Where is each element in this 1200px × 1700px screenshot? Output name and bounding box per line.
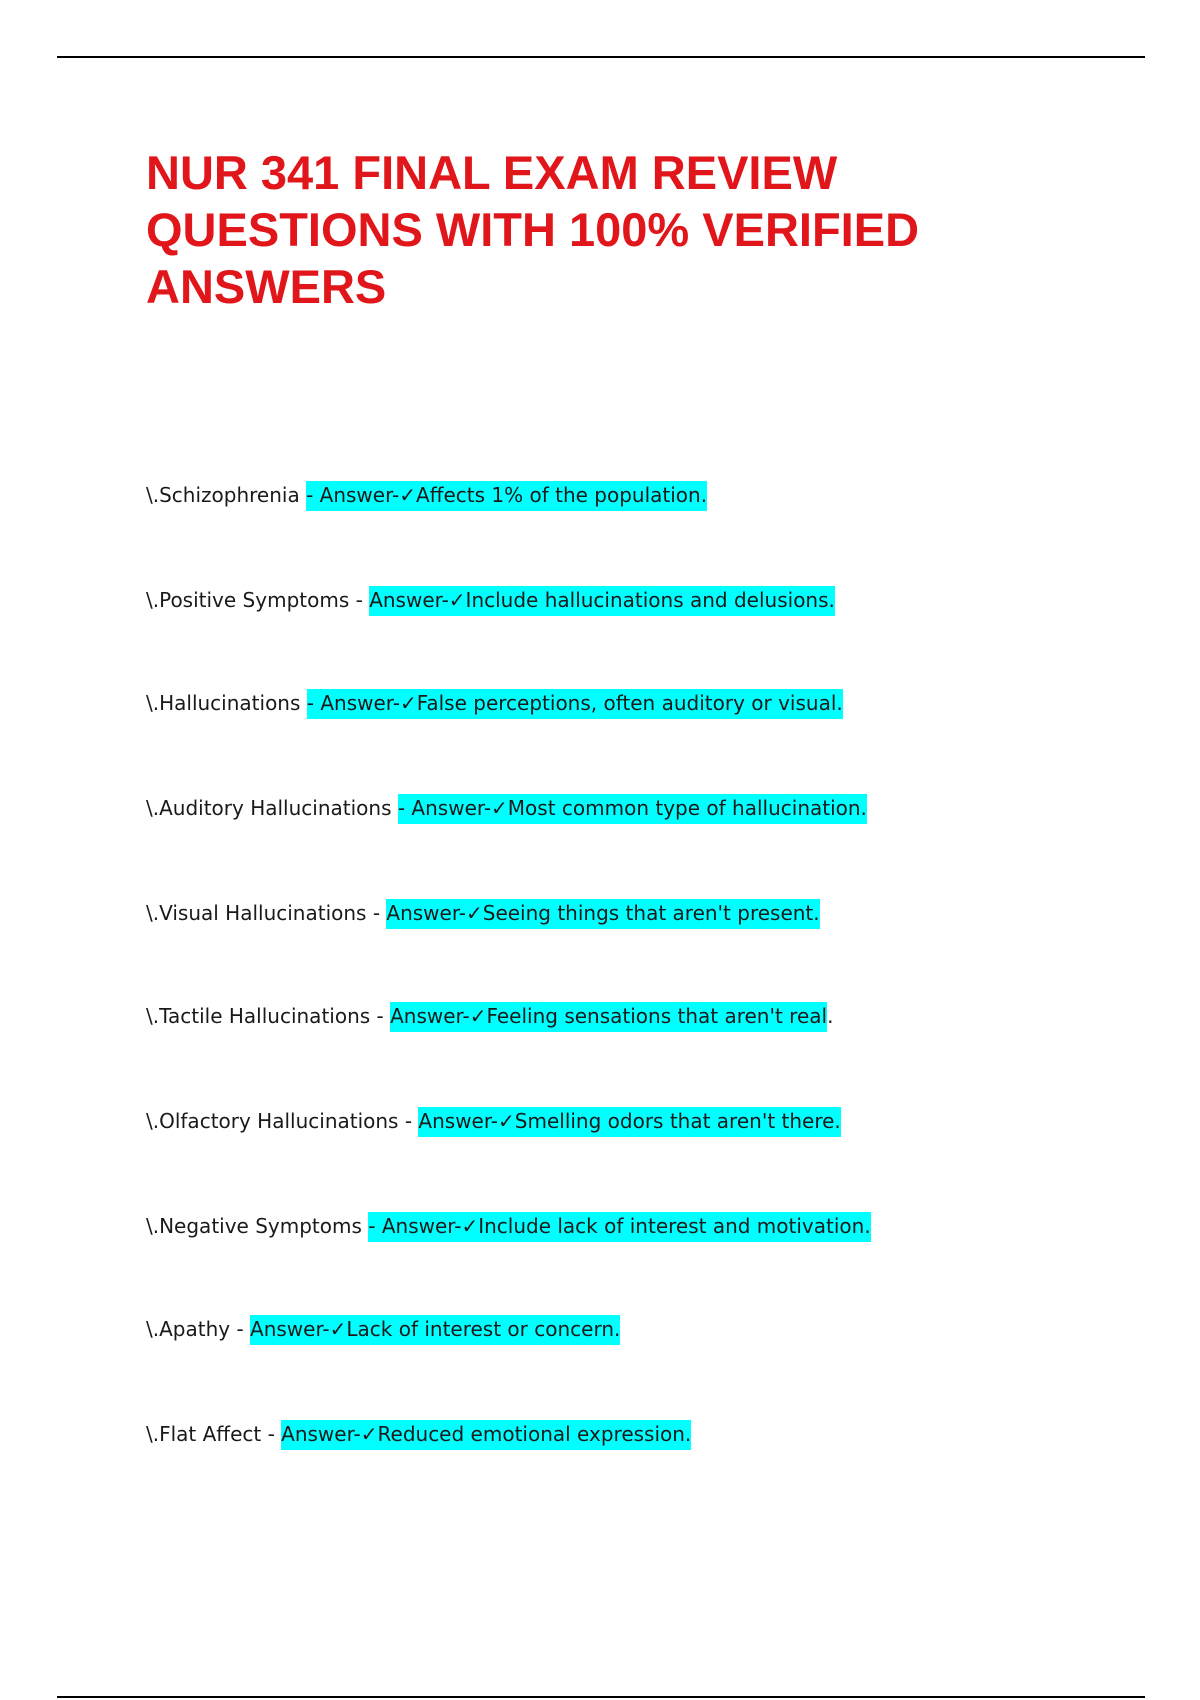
qa-answer-highlight: Answer-✓Include hallucinations and delusions. [369,586,835,616]
qa-item [146,686,843,720]
qa-term: \.Apathy - [146,1317,251,1341]
qa-answer-highlight: - Answer-✓Include lack of interest and motivation. [368,1212,870,1242]
qa-term: \.Olfactory Hallucinations - [146,1109,419,1133]
qa-trailing: . [827,1004,834,1028]
qa-item [146,1417,691,1451]
qa-answer-highlight: Answer-✓Lack of interest or concern. [250,1315,620,1345]
qa-term: \.Schizophrenia [146,483,307,507]
qa-term: \.Auditory Hallucinations [146,796,398,820]
bottom-divider [57,1696,1145,1698]
qa-item [146,999,833,1033]
qa-answer-highlight: - Answer-✓False perceptions, often auditory or visual. [307,689,843,719]
qa-term: \.Negative Symptoms [146,1214,369,1238]
document-title: NUR 341 FINAL EXAM REVIEW QUESTIONS WITH 100% VERIFIED ANSWERS [146,146,920,313]
qa-term: \.Visual Hallucinations - [146,901,387,925]
qa-item [146,583,835,617]
qa-answer-highlight: Answer-✓Seeing things that aren't present. [386,899,819,929]
qa-answer-highlight: Answer-✓Smelling odors that aren't there. [418,1107,840,1137]
qa-term: \.Positive Symptoms - [146,588,370,612]
qa-item [146,478,707,512]
qa-term: \.Flat Affect - [146,1422,282,1446]
qa-answer-highlight: - Answer-✓Affects 1% of the population. [306,481,707,511]
qa-term: \.Hallucinations [146,691,307,715]
qa-item [146,1209,871,1243]
qa-item [146,791,867,825]
qa-answer-highlight: Answer-✓Feeling sensations that aren't real [390,1002,827,1032]
qa-item [146,1104,841,1138]
qa-item [146,896,820,930]
top-divider [57,56,1145,58]
qa-answer-highlight: - Answer-✓Most common type of hallucination. [398,794,867,824]
qa-answer-highlight: Answer-✓Reduced emotional expression. [281,1420,691,1450]
qa-term: \.Tactile Hallucinations - [146,1004,391,1028]
qa-item [146,1312,620,1346]
